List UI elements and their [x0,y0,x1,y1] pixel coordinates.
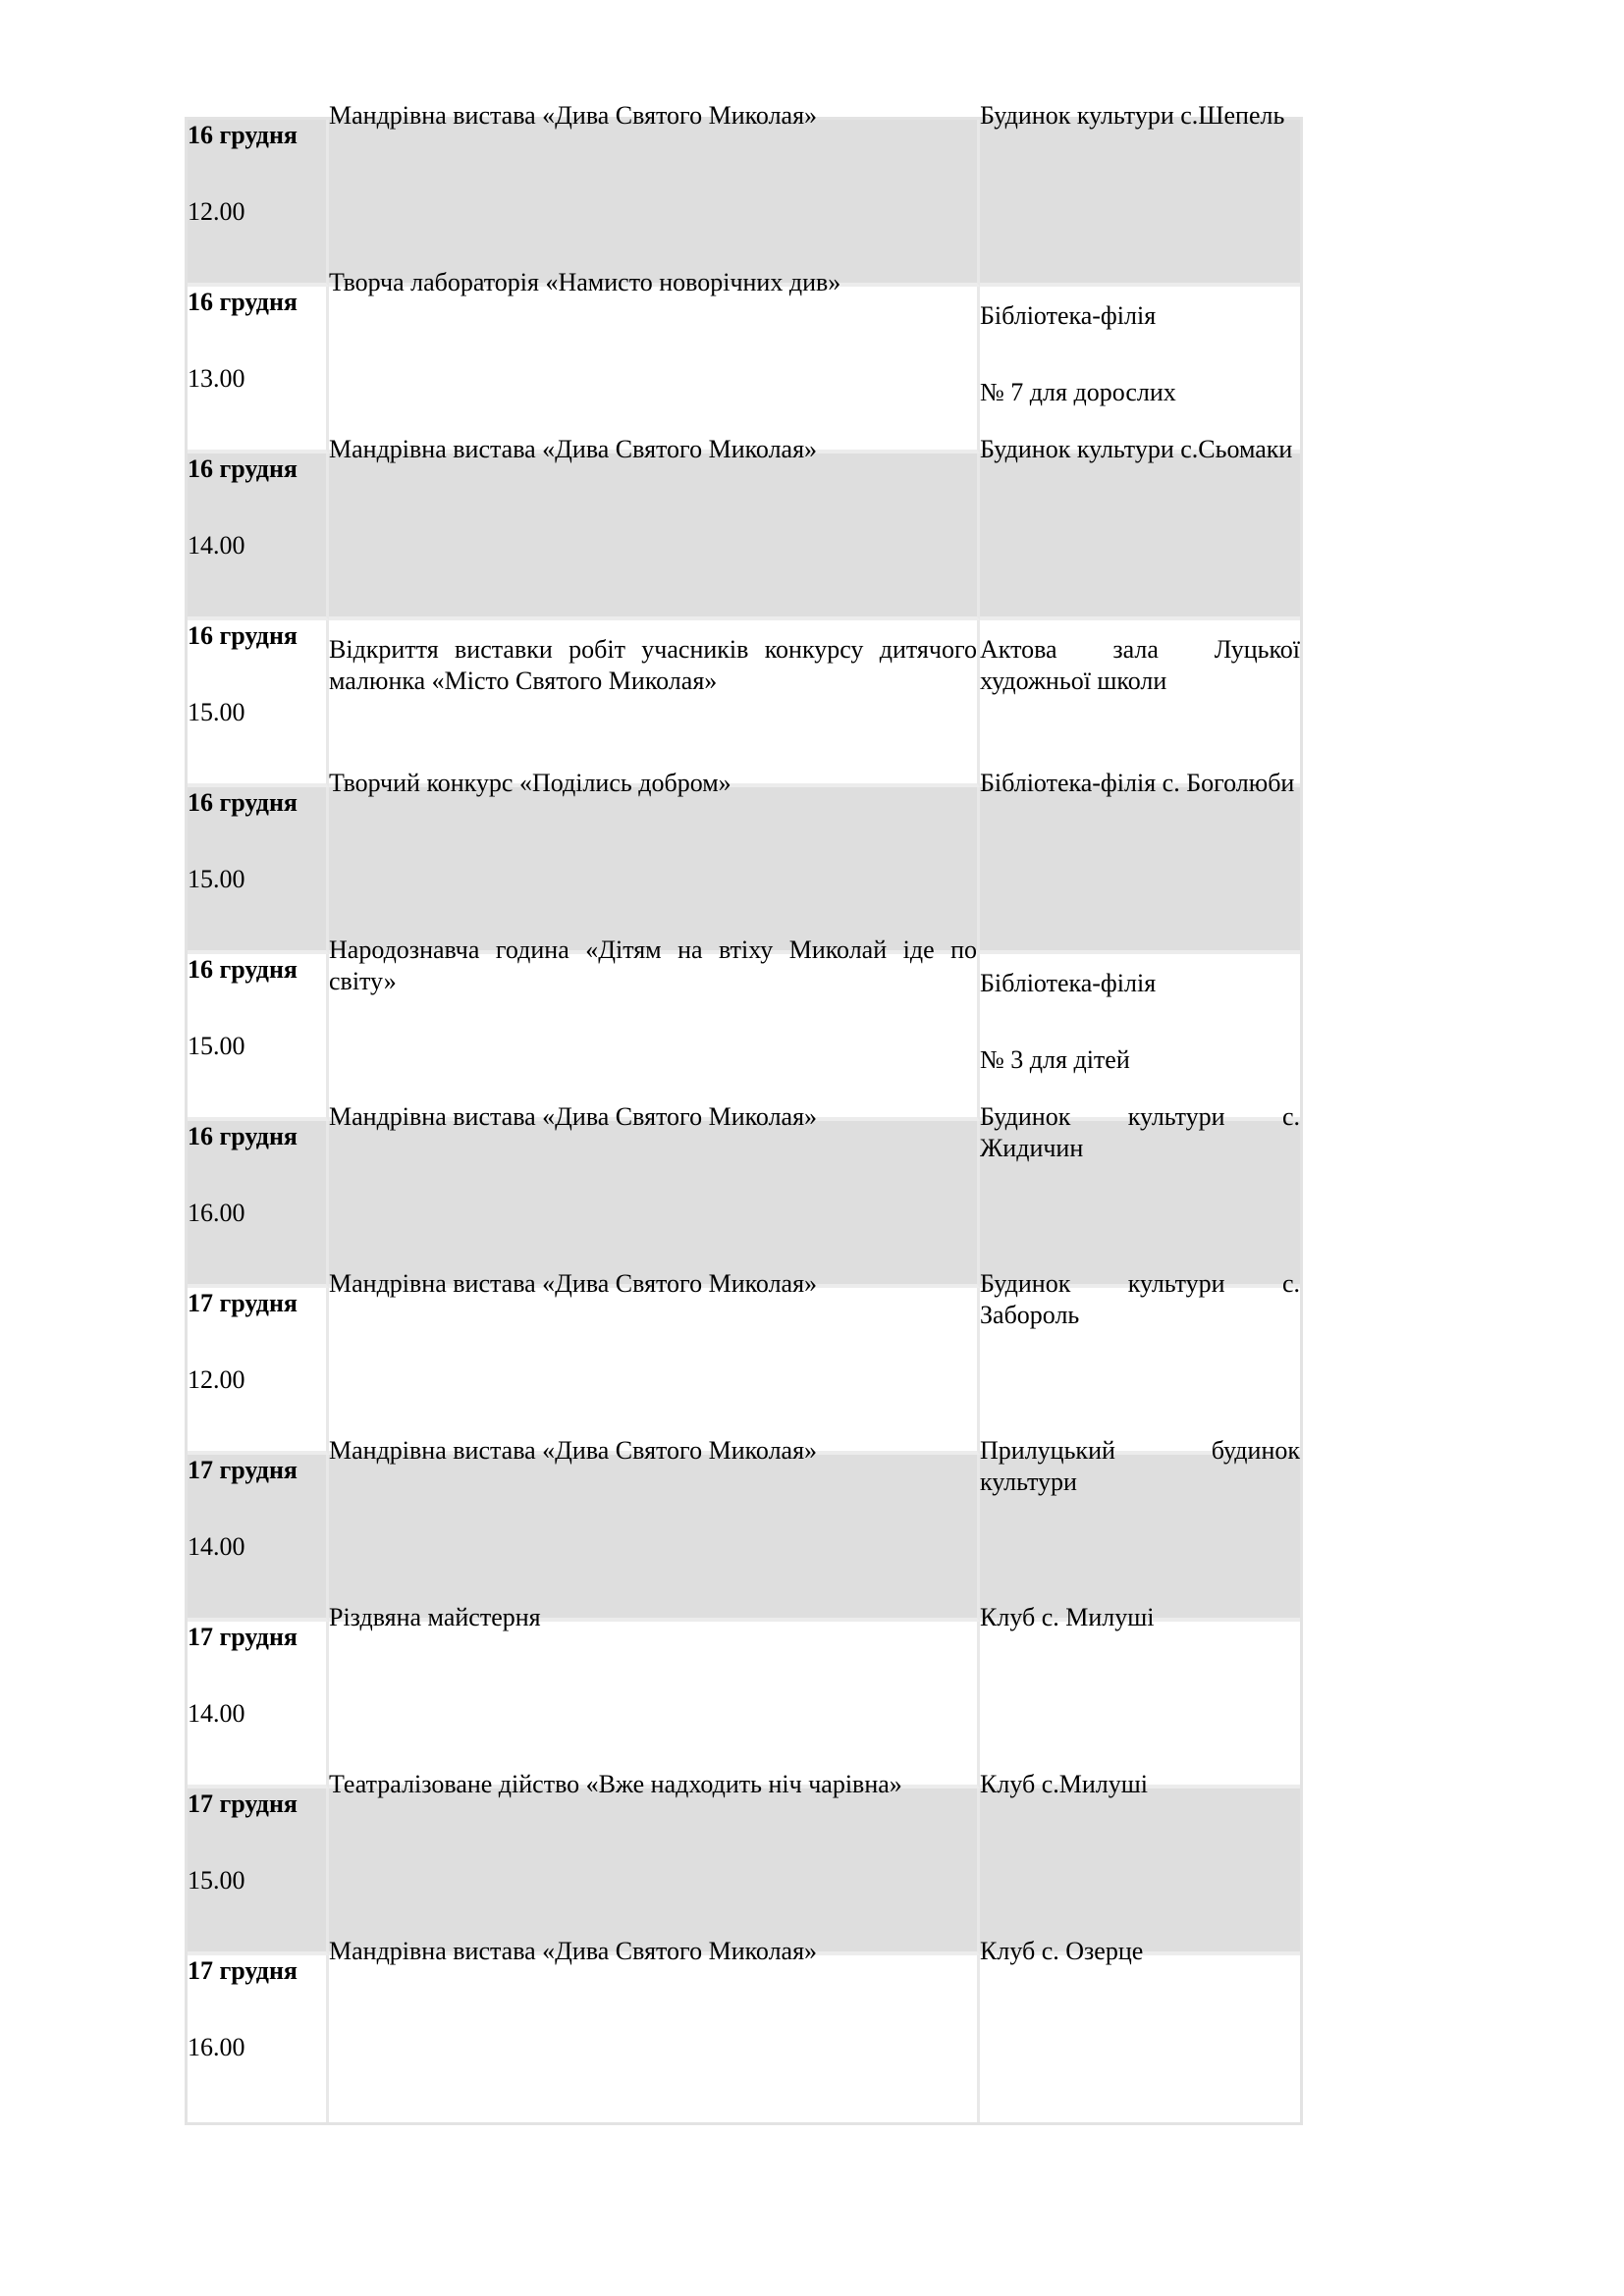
event-cell [329,935,980,1121]
event-date: 16 грудня [188,454,298,483]
date-cell [188,620,329,787]
date-cell [188,287,329,454]
table-row [188,620,1300,787]
venue-cell [980,287,1300,454]
venue-cell [980,1269,1300,1455]
event-time: 15.00 [188,1866,245,1895]
date-cell [188,1622,329,1789]
event-time: 15.00 [188,865,245,893]
event-venue: Будинок культури с.Шепель [980,101,1285,130]
venue-cell [980,1102,1300,1288]
event-cell [329,620,980,787]
event-time: 15.00 [188,1032,245,1060]
event-title: Мандрівна вистава «Дива Святого Миколая» [329,1269,818,1298]
date-cell [188,1288,329,1455]
event-venue: Будинок культури с. Жидичин [980,1102,1300,1162]
event-title: Відкриття виставки робіт учасників конкурсу дитячого малюнка «Місто Святого Миколая» [329,635,977,695]
venue-cell [980,954,1300,1121]
event-title: Мандрівна вистава «Дива Святого Миколая» [329,1937,818,1965]
date-cell [188,1455,329,1622]
event-title: Творча лабораторія «Намисто новорічних див» [329,268,841,296]
table-row [188,1121,1300,1288]
event-time: 14.00 [188,531,245,560]
event-cell [329,1937,980,2122]
event-date: 17 грудня [188,1623,298,1651]
event-time: 15.00 [188,698,245,726]
date-cell [188,1121,329,1288]
event-date: 17 грудня [188,1456,298,1484]
event-title: Мандрівна вистава «Дива Святого Миколая» [329,1436,818,1465]
event-date: 16 грудня [188,121,298,149]
event-title: Творчий конкурс «Поділись добром» [329,769,731,797]
venue-cell [980,1937,1300,2122]
event-cell [329,101,980,287]
venue-cell [980,101,1300,287]
event-time: 13.00 [188,364,245,393]
event-title: Народознавча година «Дітям на втіху Миколай іде по світу» [329,935,977,995]
event-title: Театралізоване дійство «Вже надходить ніч чарівна» [329,1770,902,1798]
date-cell [188,1955,329,2122]
event-time: 14.00 [188,1699,245,1728]
event-date: 16 грудня [188,288,298,316]
table-row [188,1622,1300,1789]
event-date: 17 грудня [188,1289,298,1317]
event-venue: Прилуцький будинок культури [980,1436,1300,1496]
date-cell [188,120,329,287]
event-cell [329,769,980,954]
event-cell [329,1770,980,1955]
date-cell [188,787,329,954]
event-date: 16 грудня [188,788,298,817]
event-venue: Клуб с. Милуші [980,1603,1155,1631]
event-title: Мандрівна вистава «Дива Святого Миколая» [329,1102,818,1131]
event-date: 17 грудня [188,1956,298,1985]
venue-cell [980,435,1300,620]
event-venue: Будинок культури с. Забороль [980,1269,1300,1329]
table-row [188,454,1300,620]
event-cell [329,268,980,454]
event-cell [329,1102,980,1288]
event-venue: Актова зала Луцької художньої школи [980,635,1300,695]
event-time: 14.00 [188,1532,245,1561]
venue-cell [980,1770,1300,1955]
table-row [188,287,1300,454]
event-cell [329,1269,980,1455]
table-row [188,954,1300,1121]
event-venue: Клуб с.Милуші [980,1770,1148,1798]
event-venue-line2: № 3 для дітей [980,1045,1130,1074]
event-venue-line1: Бібліотека-філія [980,301,1157,330]
venue-cell [980,1603,1300,1789]
date-cell [188,954,329,1121]
event-venue: Клуб с. Озерце [980,1937,1144,1965]
event-cell [329,1603,980,1789]
table-row [188,1288,1300,1455]
event-date: 16 грудня [188,1122,298,1150]
event-date: 16 грудня [188,621,298,650]
table-row [188,120,1300,287]
event-time: 12.00 [188,197,245,226]
table-row [188,787,1300,954]
table-row [188,1955,1300,2122]
event-cell [329,435,980,620]
event-venue-line2: № 7 для дорослих [980,378,1176,406]
event-venue: Бібліотека-філія с. Боголюби [980,769,1295,797]
date-cell [188,1789,329,1955]
event-time: 16.00 [188,2033,245,2061]
event-time: 12.00 [188,1365,245,1394]
event-date: 16 грудня [188,955,298,984]
event-date: 17 грудня [188,1789,298,1818]
date-cell [188,454,329,620]
event-title: Різдвяна майстерня [329,1603,541,1631]
table-row [188,1455,1300,1622]
events-schedule-table [185,101,1303,2125]
event-title: Мандрівна вистава «Дива Святого Миколая» [329,101,818,130]
event-time: 16.00 [188,1199,245,1227]
venue-cell [980,769,1300,954]
event-cell [329,1436,980,1622]
event-venue: Будинок культури с.Сьомаки [980,435,1293,463]
venue-cell [980,1436,1300,1622]
event-title: Мандрівна вистава «Дива Святого Миколая» [329,435,818,463]
venue-cell [980,620,1300,787]
event-venue-line1: Бібліотека-філія [980,969,1157,997]
table-row [188,1789,1300,1955]
